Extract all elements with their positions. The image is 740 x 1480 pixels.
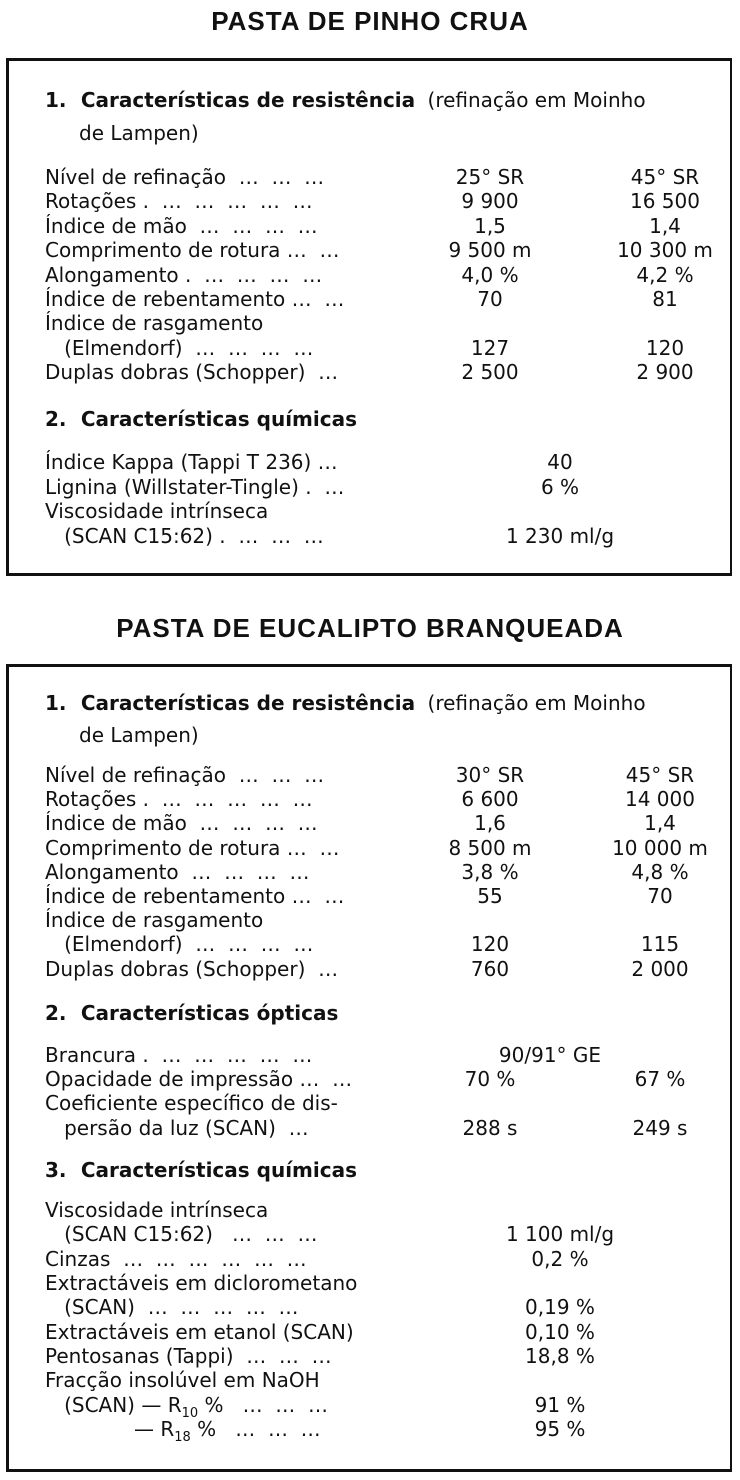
pinho-quim-row (45, 475, 685, 499)
pinho-resist-label: Alongamento . … … … … (45, 262, 323, 287)
pinho-section-2-heading (45, 404, 357, 434)
pinho-resist-value-2: 2 900 (636, 360, 694, 385)
pinho-resist-value-1: 70 (477, 287, 503, 311)
eucalipto-resist-label: Índice de mão … … … … (45, 811, 318, 836)
eucalipto-naoh-subscript: 18 (174, 1430, 191, 1446)
eucalipto-resist-value-2: 2 000 (631, 956, 689, 981)
eucalipto-resist-label: Comprimento de rotura … … (45, 835, 340, 860)
pinho-section-1-heading (45, 85, 705, 115)
eucalipto-naoh-row (45, 1393, 685, 1421)
eucalipto-resist-value-1: 55 (477, 884, 503, 908)
eucalipto-resist-row (45, 956, 689, 981)
eucalipto-naoh-value: 91 % (534, 1393, 586, 1417)
eucalipto-resist-value-2: 10 000 m (612, 835, 708, 860)
eucalipto-resist-row (45, 932, 685, 956)
pinho-resist-row (45, 165, 700, 189)
eucalipto-optic-value-1: 288 s (462, 1115, 518, 1140)
eucalipto-quim-row (45, 1271, 685, 1295)
pinho-resist-value-2: 45° SR (630, 165, 700, 189)
eucalipto-optic-row (45, 1067, 685, 1091)
eucalipto-resist-value-1: 1,6 (474, 811, 506, 836)
eucalipto-s1-rest: (refinação em Moinho (427, 691, 646, 715)
eucalipto-naoh-row (45, 1417, 685, 1446)
eucalipto-optic-row (45, 1043, 685, 1067)
eucalipto-resist-value-1: 760 (470, 956, 510, 981)
pinho-resist-row (45, 336, 685, 360)
pinho-resist-row (45, 214, 685, 238)
pinho-resist-row (45, 287, 685, 311)
pinho-resist-label: Nível de refinação … … … (45, 165, 325, 189)
eucalipto-section-2-heading (45, 998, 338, 1028)
eucalipto-quim-value: 1 100 ml/g (505, 1222, 615, 1247)
eucalipto-section-3-heading (45, 1155, 357, 1185)
eucalipto-optic-value-center: 90/91° GE (498, 1043, 602, 1067)
pinho-resist-value-1: 1,5 (474, 213, 506, 238)
eucalipto-resist-row (45, 835, 708, 860)
pinho-resist-value-2: 1,4 (649, 213, 681, 238)
eucalipto-resist-row (45, 763, 695, 787)
eucalipto-resist-value-2: 14 000 (625, 787, 695, 812)
pinho-resist-label: Índice de rebentamento … … (45, 287, 345, 311)
eucalipto-quim-label: Viscosidade intrínseca (45, 1198, 269, 1222)
eucalipto-resist-label: Rotações . … … … … … (45, 787, 313, 812)
eucalipto-resist-row (45, 859, 689, 884)
pinho-quim-value: 40 (547, 450, 573, 474)
eucalipto-resist-value-2: 1,4 (644, 811, 676, 836)
pinho-resist-row (45, 238, 713, 263)
eucalipto-quim-row (45, 1222, 685, 1246)
pinho-resist-label: (Elmendorf) … … … … (45, 335, 314, 360)
eucalipto-resist-row (45, 908, 685, 932)
pinho-quim-label: (SCAN C15:62) . … … … (45, 523, 324, 548)
eucalipto-resist-value-1: 30° SR (455, 763, 525, 787)
eucalipto-resist-value-2: 4,8 % (631, 859, 689, 884)
eucalipto-s2-bold: Características ópticas (80, 1001, 339, 1025)
pinho-resist-label: Índice de mão … … … … (45, 213, 318, 238)
eucalipto-naoh-prefix: — R (45, 1417, 175, 1442)
eucalipto-s3-num: 3. (45, 1158, 67, 1182)
pinho-box-right-rule (730, 60, 732, 576)
eucalipto-quim-value: 0,19 % (525, 1295, 595, 1320)
eucalipto-s2-num: 2. (45, 1001, 67, 1025)
pinho-resist-value-2: 81 (652, 287, 678, 311)
pinho-resist-row (45, 311, 685, 335)
pinho-quim-label: Lignina (Willstater-Tingle) . … (45, 474, 345, 499)
pinho-resist-label: Índice de rasgamento (45, 311, 264, 336)
eucalipto-quim-label: Cinzas … … … … … … (45, 1246, 307, 1271)
eucalipto-resist-label: Nível de refinação … … … (45, 763, 325, 787)
eucalipto-quim-row (45, 1320, 685, 1344)
pinho-s2-bold: Características químicas (80, 407, 358, 431)
eucalipto-naoh-prefix: (SCAN) — R (45, 1393, 182, 1417)
pinho-resist-value-2: 120 (645, 335, 685, 360)
eucalipto-resist-label: Duplas dobras (Schopper) … (45, 956, 339, 981)
pinho-quim-row (45, 450, 685, 474)
eucalipto-optic-label: Brancura . … … … … … (45, 1043, 313, 1067)
eucalipto-naoh-suffix: % … … … (190, 1417, 321, 1442)
eucalipto-resist-row (45, 884, 685, 908)
pinho-resist-value-1: 25° SR (455, 165, 525, 189)
pinho-quim-row (45, 499, 685, 523)
eucalipto-resist-value-2: 45° SR (625, 763, 695, 787)
eucalipto-resist-value-2: 70 (647, 884, 673, 908)
pinho-quim-label: Viscosidade intrínseca (45, 499, 269, 523)
eucalipto-resist-value-1: 3,8 % (461, 859, 519, 884)
eucalipto-resist-label: Índice de rebentamento … … (45, 884, 345, 908)
eucalipto-optic-label: Opacidade de impressão … … (45, 1067, 353, 1092)
eucalipto-optic-value-1: 70 % (464, 1067, 516, 1092)
pinho-quim-value: 1 230 ml/g (505, 523, 615, 548)
eucalipto-quim-row (45, 1198, 685, 1222)
pinho-resist-value-2: 4,2 % (636, 262, 694, 287)
pinho-resist-value-1: 127 (470, 335, 510, 360)
eucalipto-optic-label: Coeficiente específico de dis- (45, 1091, 338, 1116)
pinho-resist-label: Comprimento de rotura … … (45, 238, 340, 263)
eucalipto-resist-value-1: 120 (470, 932, 510, 957)
pinho-resist-row (45, 189, 700, 214)
eucalipto-resist-row (45, 787, 695, 812)
pinho-quim-value: 6 % (540, 474, 580, 499)
pinho-s1-rest: (refinação em Moinho (427, 88, 646, 112)
eucalipto-section-1-heading (45, 688, 705, 718)
eucalipto-optic-label: persão da luz (SCAN) … (45, 1115, 309, 1140)
eucalipto-s1-num: 1. (45, 691, 67, 715)
eucalipto-s3-bold: Características químicas (80, 1158, 358, 1182)
pinho-resist-row (45, 360, 694, 385)
eucalipto-optic-row (45, 1115, 688, 1140)
pinho-s1-bold: Características de resistência (80, 88, 416, 112)
pinho-s1-num: 1. (45, 88, 67, 112)
eucalipto-naoh-value: 95 % (534, 1417, 586, 1442)
eucalipto-s1-bold: Características de resistência (80, 691, 416, 715)
eucalipto-naoh-suffix: % … … … (198, 1393, 329, 1417)
eucalipto-resist-value-1: 8 500 m (448, 835, 532, 860)
eucalipto-quim-label: Extractáveis em diclorometano (45, 1270, 358, 1295)
eucalipto-quim-label: Pentosanas (Tappi) … … … (45, 1343, 332, 1368)
eucalipto-resist-row (45, 811, 685, 835)
pinho-resist-value-2: 10 300 m (617, 238, 713, 263)
eucalipto-optic-value-2: 67 % (634, 1067, 686, 1092)
eucalipto-quim-row (45, 1295, 685, 1319)
eucalipto-quim-label: (SCAN) … … … … … (45, 1295, 299, 1320)
pinho-s2-num: 2. (45, 407, 67, 431)
eucalipto-resist-label: Índice de rasgamento (45, 908, 264, 933)
pinho-quim-row (45, 524, 685, 548)
eucalipto-naoh-label (45, 1417, 321, 1450)
eucalipto-resist-label: (Elmendorf) … … … … (45, 932, 314, 957)
eucalipto-quim-value: 18,8 % (525, 1343, 595, 1368)
eucalipto-quim-row (45, 1344, 685, 1368)
eucalipto-resist-label: Alongamento … … … … (45, 859, 310, 884)
pinho-resist-value-2: 16 500 (630, 189, 700, 214)
eucalipto-quim-label: Extractáveis em etanol (SCAN) (45, 1319, 354, 1344)
eucalipto-naoh-subscript: 10 (181, 1406, 199, 1421)
pinho-s1-rest-line2: de Lampen) (79, 121, 199, 145)
pinho-resist-label: Duplas dobras (Schopper) … (45, 360, 339, 385)
pinho-resist-value-1: 9 500 m (448, 238, 532, 263)
eucalipto-quim-label: (SCAN C15:62) … … … (45, 1222, 318, 1247)
eucalipto-quim-label: Fracção insolúvel em NaOH (45, 1368, 320, 1393)
pinho-resist-row (45, 262, 694, 287)
section-title-pinho: PASTA DE PINHO CRUA (211, 6, 529, 36)
eucalipto-resist-value-2: 115 (640, 932, 680, 957)
pinho-resist-value-1: 4,0 % (461, 262, 519, 287)
pinho-resist-label: Rotações . … … … … … (45, 189, 313, 214)
eucalipto-quim-value: 0,2 % (531, 1246, 589, 1271)
pinho-quim-label: Índice Kappa (Tappi T 236) … (45, 450, 338, 474)
eucalipto-quim-value: 0,10 % (525, 1319, 595, 1344)
eucalipto-quim-row (45, 1247, 685, 1271)
pinho-resist-value-1: 2 500 (461, 360, 519, 385)
pinho-resist-value-1: 9 900 (461, 189, 519, 214)
eucalipto-resist-value-1: 6 600 (461, 787, 519, 812)
eucalipto-quim-row (45, 1368, 685, 1392)
eucalipto-optic-row (45, 1091, 685, 1115)
eucalipto-s1-rest-line2: de Lampen) (79, 723, 199, 747)
section-title-eucalipto: PASTA DE EUCALIPTO BRANQUEADA (116, 613, 624, 643)
eucalipto-optic-value-2: 249 s (632, 1115, 688, 1140)
